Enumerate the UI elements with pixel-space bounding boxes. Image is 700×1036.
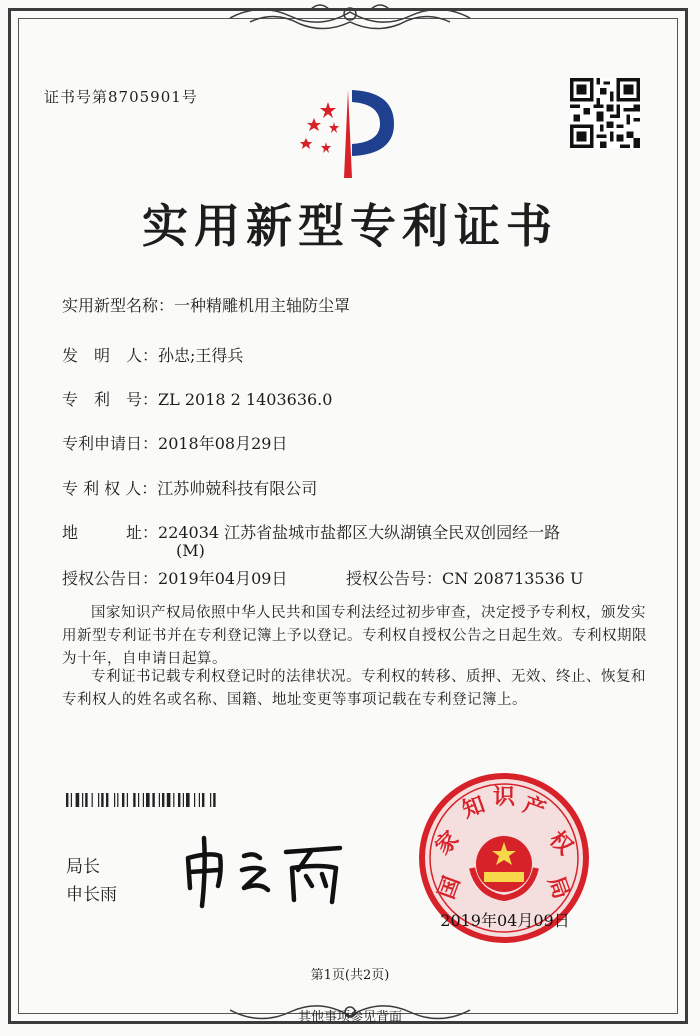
field-label: 发 明 人：: [62, 346, 159, 365]
field-label: 专 利 号：: [62, 390, 159, 409]
statement-paragraph-1: 国家知识产权局依照中华人民共和国专利法经过初步审查，决定授予专利权，颁发实用新型专利证书并在专利登记簿上予以登记。专利权自授权公告之日起生效。专利权期限为十年，自申请日起算。: [62, 605, 647, 667]
field-value: 2018年08月29日: [158, 434, 288, 453]
qr-code-icon: [570, 78, 640, 148]
field-value: ZL 2018 2 1403636.0: [158, 390, 333, 409]
field-label: 授权公告日：: [62, 569, 159, 588]
field-value: CN 208713536 U: [442, 569, 584, 588]
cnipa-logo-icon: [290, 82, 400, 182]
address-continuation: (M): [176, 541, 205, 560]
field-value: 2019年04月09日: [158, 569, 288, 588]
page-title: 实用新型专利证书: [142, 199, 558, 253]
field-value: 孙忠;王得兵: [158, 346, 244, 365]
barcode-icon: [66, 793, 272, 807]
svg-text:知: 知: [459, 792, 489, 824]
grant-number-row: [346, 566, 584, 589]
chief-title: 局长: [66, 857, 100, 877]
field-label: 专 利 权 人：: [62, 479, 158, 498]
grant-date-row: [62, 566, 287, 589]
field-value: 224034 江苏省盐城市盐都区大纵湖镇全民双创园经一路: [158, 523, 561, 542]
top-ornament: [0, 0, 700, 40]
page-number: 第1页(共2页): [310, 968, 390, 983]
inventor-row: [62, 343, 243, 366]
filing-date-row: [62, 431, 287, 454]
field-label: 地 址：: [62, 523, 159, 542]
address-row: [62, 520, 560, 543]
svg-text:产: 产: [519, 792, 549, 824]
svg-text:识: 识: [492, 785, 516, 810]
field-label: 专利申请日：: [62, 434, 159, 453]
field-label: 实用新型名称：: [62, 296, 175, 315]
svg-text:局: 局: [542, 873, 574, 903]
svg-text:国: 国: [434, 873, 466, 903]
field-value: 江苏帅兢科技有限公司: [157, 479, 318, 498]
certificate-number: 证书号第8705901号: [44, 88, 198, 106]
signature-icon: [180, 830, 355, 910]
seal-date: 2019年04月09日: [440, 911, 570, 930]
patentee-row: [62, 476, 317, 499]
svg-text:家: 家: [430, 826, 465, 861]
statement-paragraph-2: 专利证书记载专利权登记时的法律状况。专利权的转移、质押、无效、终止、恢复和专利权人的姓名或名称、国籍、地址变更等事项记载在专利登记簿上。: [62, 669, 646, 708]
field-label: 授权公告号：: [346, 569, 443, 588]
svg-text:权: 权: [543, 826, 578, 861]
footer-note: 其他事项参见背面: [297, 1010, 402, 1025]
chief-name: 申长雨: [66, 885, 117, 905]
utility-model-name-row: [62, 293, 350, 316]
field-value: 一种精雕机用主轴防尘罩: [174, 296, 351, 315]
patent-number-row: [62, 387, 332, 410]
